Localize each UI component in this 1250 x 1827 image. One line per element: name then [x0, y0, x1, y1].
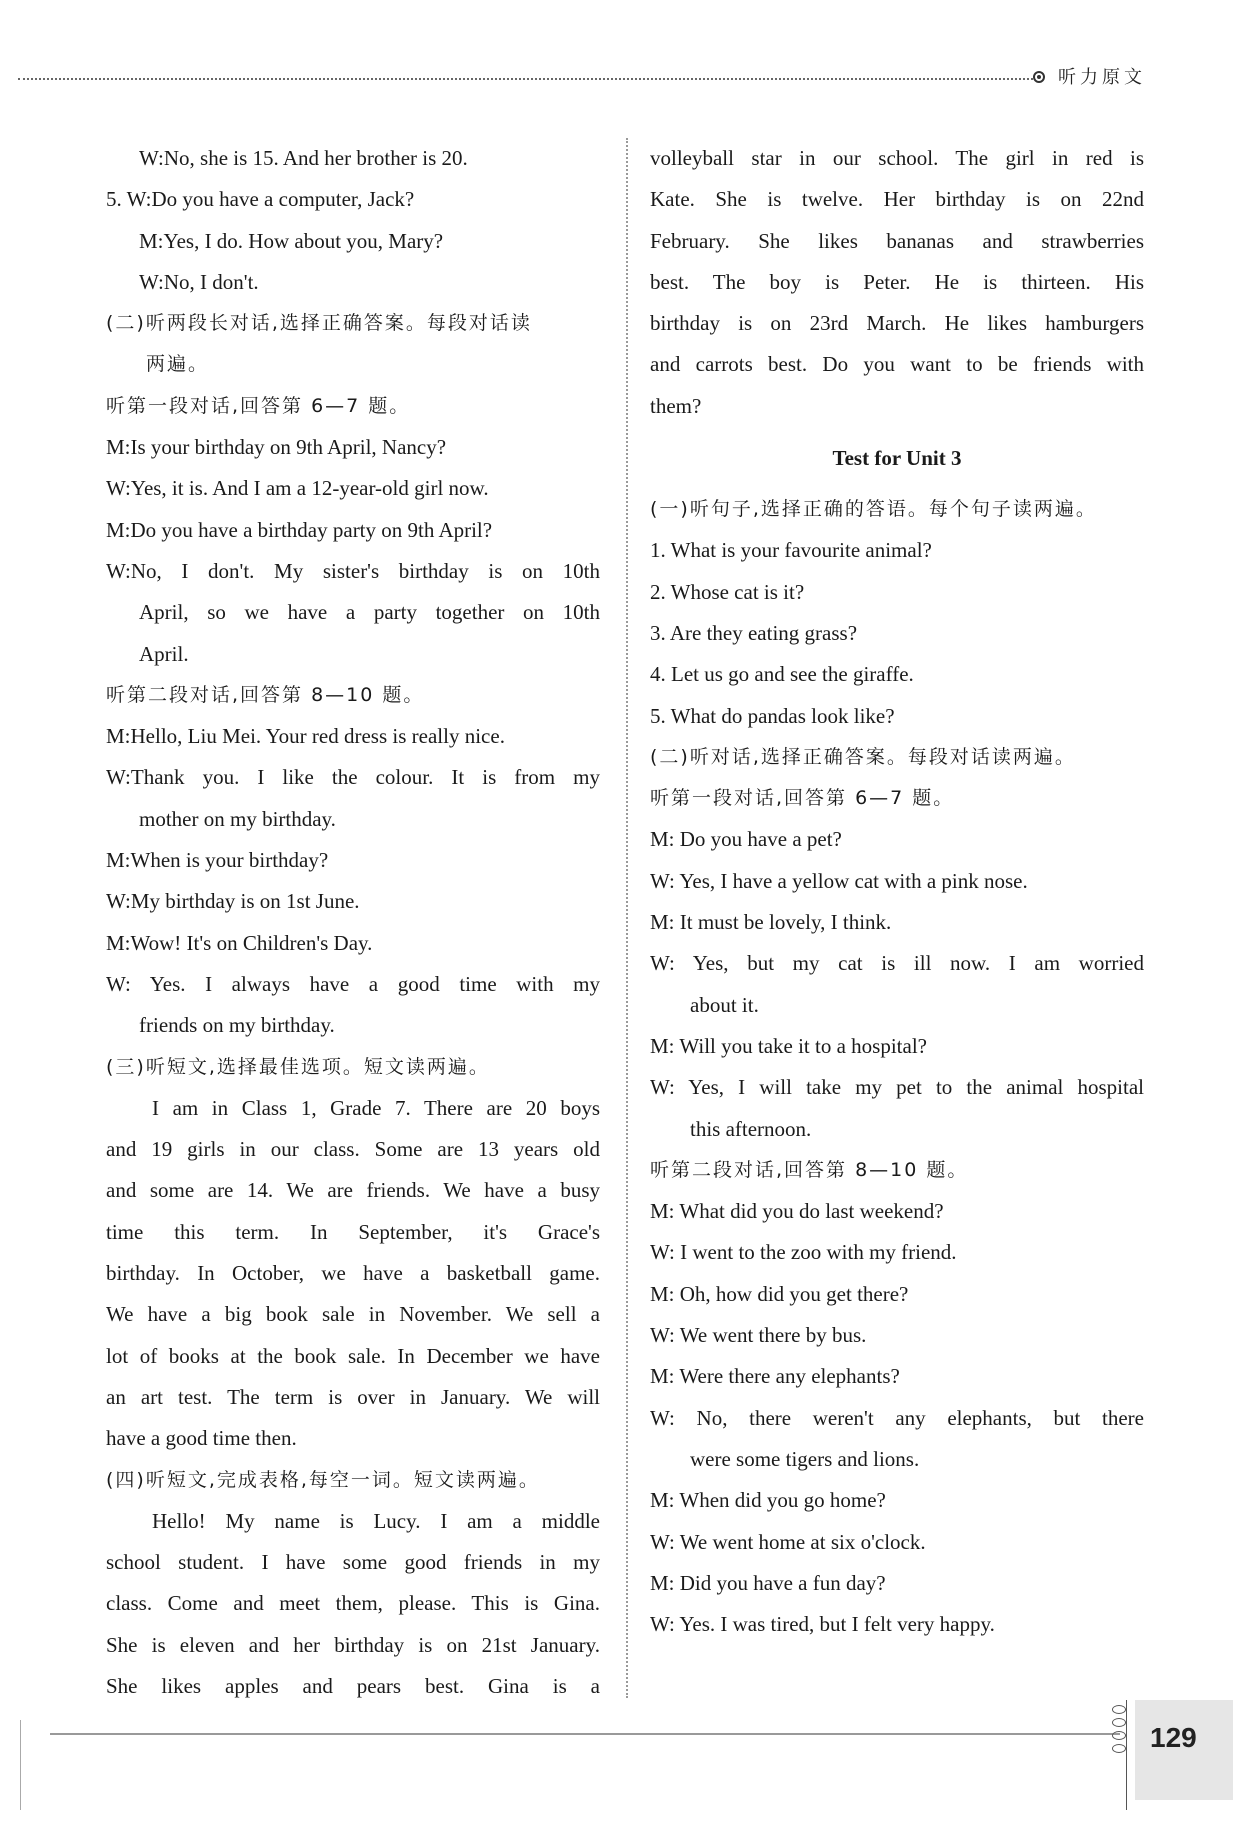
text-line: (二)听两段长对话,选择正确答案。每段对话读	[106, 312, 532, 335]
section-label: 听力原文	[1058, 67, 1146, 88]
text-line: W: Yes, but my cat is ill now. I am worried	[650, 951, 1144, 976]
text-line: M: When did you go home?	[650, 1488, 886, 1513]
text-line: M: Did you have a fun day?	[650, 1570, 886, 1595]
text-line: M:Do you have a birthday party on 9th April?	[106, 517, 493, 542]
text-line: W: Yes, I will take my pet to the animal hospital	[650, 1075, 1144, 1100]
text-line: W: Yes, I have a yellow cat with a pink nose.	[650, 868, 1028, 893]
text-line: M: It must be lovely, I think.	[650, 910, 892, 935]
footer-left-rule	[20, 1720, 21, 1810]
text-line: M: What did you do last weekend?	[650, 1199, 944, 1224]
text-line: an art test. The term is over in January. We will	[106, 1384, 600, 1409]
text-line: M: Were there any elephants?	[650, 1364, 900, 1389]
text-line: W:Thank you. I like the colour. It is from my	[106, 765, 600, 790]
text-line: them?	[650, 393, 702, 418]
text-line: friends on my birthday.	[139, 1013, 335, 1038]
unit-title: Test for Unit 3	[832, 446, 962, 471]
text-line: (二)听对话,选择正确答案。每段对话读两遍。	[650, 745, 1076, 768]
text-line: volleyball star in our school. The girl in red is	[650, 146, 1144, 170]
text-line: February. She likes bananas and strawberries	[650, 228, 1144, 253]
text-line: Hello! My name is Lucy. I am a middle	[152, 1508, 600, 1533]
text-line: April.	[139, 641, 189, 666]
text-line: 两遍。	[146, 353, 210, 376]
column-divider	[626, 138, 628, 1698]
text-line: 听第一段对话,回答第 6—7 题。	[650, 787, 955, 810]
left-column	[106, 138, 600, 1707]
text-line: M:Is your birthday on 9th April, Nancy?	[106, 435, 447, 460]
text-line: mother on my birthday.	[139, 806, 336, 831]
text-line: W: We went home at six o'clock.	[650, 1529, 926, 1554]
text-line: 听第一段对话,回答第 6—7 题。	[106, 394, 411, 417]
text-line: 5. W:Do you have a computer, Jack?	[106, 187, 415, 212]
text-line: M:When is your birthday?	[106, 848, 329, 873]
text-line: M:Wow! It's on Children's Day.	[106, 930, 373, 955]
text-line: class. Come and meet them, please. This is Gina.	[106, 1591, 600, 1616]
text-line: 听第二段对话,回答第 8—10 题。	[650, 1158, 969, 1181]
text-line: have a good time then.	[106, 1426, 297, 1451]
text-line: W: Yes. I always have a good time with my	[106, 971, 600, 996]
page-number: 129	[1150, 1722, 1197, 1753]
text-line: school student. I have some good friends in my	[106, 1550, 600, 1575]
text-line: (四)听短文,完成表格,每空一词。短文读两遍。	[106, 1468, 540, 1491]
text-line: birthday is on 23rd March. He likes hamburgers	[650, 311, 1144, 336]
text-line: W: I went to the zoo with my friend.	[650, 1240, 957, 1265]
text-line: W: We went there by bus.	[650, 1323, 867, 1348]
text-line: She likes apples and pears best. Gina is a	[106, 1673, 600, 1698]
text-line: 听第二段对话,回答第 8—10 题。	[106, 683, 425, 706]
text-line: best. The boy is Peter. He is thirteen. His	[650, 269, 1144, 294]
text-line: and carrots best. Do you want to be friends with	[650, 352, 1144, 377]
text-line: (三)听短文,选择最佳选项。短文读两遍。	[106, 1055, 490, 1078]
text-line: (一)听句子,选择正确的答语。每个句子读两遍。	[650, 498, 1097, 521]
text-line: M:Yes, I do. How about you, Mary?	[139, 228, 444, 253]
text-line: M: Will you take it to a hospital?	[650, 1033, 927, 1058]
text-line: time this term. In September, it's Grace's	[106, 1219, 600, 1244]
text-line: and some are 14. We are friends. We have a busy	[106, 1178, 600, 1203]
text-line: 3. Are they eating grass?	[650, 620, 858, 645]
right-column	[650, 138, 1144, 1645]
text-line: W: No, there weren't any elephants, but there	[650, 1405, 1144, 1430]
text-line: birthday. In October, we have a basketball game.	[106, 1261, 600, 1286]
footer-decoration-bar	[1126, 1700, 1127, 1810]
text-line: M:Hello, Liu Mei. Your red dress is really nice.	[106, 724, 505, 749]
text-line: 4. Let us go and see the giraffe.	[650, 662, 914, 687]
text-line: and 19 girls in our class. Some are 13 years old	[106, 1137, 600, 1162]
text-line: 1. What is your favourite animal?	[650, 538, 932, 563]
text-line: 5. What do pandas look like?	[650, 703, 895, 728]
text-line: She is eleven and her birthday is on 21st January.	[106, 1632, 600, 1657]
header-bullet-icon	[1033, 71, 1045, 83]
text-line: W: Yes. I was tired, but I felt very happy.	[650, 1612, 995, 1637]
text-line: Kate. She is twelve. Her birthday is on 22nd	[650, 187, 1144, 212]
text-line: W:Yes, it is. And I am a 12-year-old girl now.	[106, 476, 489, 501]
text-line: We have a big book sale in November. We sell a	[106, 1302, 600, 1327]
text-line: W:My birthday is on 1st June.	[106, 889, 360, 914]
text-line: 2. Whose cat is it?	[650, 579, 805, 604]
text-line: I am in Class 1, Grade 7. There are 20 boys	[152, 1095, 600, 1120]
text-line: M: Do you have a pet?	[650, 827, 842, 852]
text-line: were some tigers and lions.	[690, 1446, 920, 1471]
text-line: W:No, I don't.	[139, 269, 259, 294]
text-line: this afternoon.	[690, 1116, 812, 1141]
text-line: W:No, she is 15. And her brother is 20.	[139, 146, 468, 170]
footer-decoration-rings	[1112, 1705, 1126, 1757]
text-line: lot of books at the book sale. In December we have	[106, 1343, 600, 1368]
text-line: April, so we have a party together on 10th	[139, 600, 600, 625]
text-line: W:No, I don't. My sister's birthday is on 10th	[106, 558, 600, 583]
header-dotted-rule	[18, 78, 1033, 80]
text-line: about it.	[690, 992, 759, 1017]
footer-rule	[50, 1733, 1120, 1735]
text-line: M: Oh, how did you get there?	[650, 1281, 909, 1306]
